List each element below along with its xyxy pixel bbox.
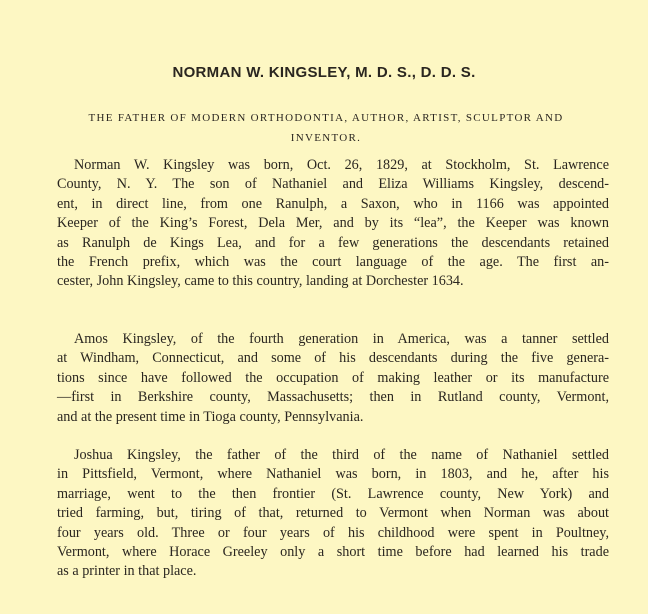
paragraph-line: tried farming, but, tiring of that, returned to Vermont when Norman was about: [57, 505, 609, 522]
subtitle-line: INVENTOR.: [290, 132, 362, 144]
paragraph-family-trade: [57, 330, 609, 427]
paragraph-line: Joshua Kingsley, the father of the third of the name of Nathaniel settled: [74, 447, 609, 463]
paragraph-line: four years old. Three or four years of his childhood were spent in Poultney,: [57, 524, 609, 541]
paragraph-birth-ancestry: [57, 156, 609, 292]
paragraph-line: as a printer in that place.: [57, 563, 197, 580]
paragraph-line: ent, in direct line, from one Ranulph, a Saxon, who in 1166 was appointed: [57, 195, 609, 212]
paragraph-line: in Pittsfield, Vermont, where Nathaniel was born, in 1803, and he, after his: [57, 466, 609, 483]
subtitle-line: THE FATHER OF MODERN ORTHODONTIA, AUTHOR, ARTIST, SCULPTOR AND: [88, 112, 564, 124]
page-subtitle: [30, 108, 622, 148]
paragraph-line: the French prefix, which was the court language of the age. The first an-: [57, 254, 609, 271]
paragraph-line: Vermont, where Horace Greeley only a short time before had learned his trade: [57, 544, 609, 561]
paragraph-line: Keeper of the King’s Forest, Dela Mer, and by its “lea”, the Keeper was known: [57, 215, 609, 232]
paragraph-line: cester, John Kingsley, came to this country, landing at Dorchester 1634.: [57, 273, 464, 290]
page-title: NORMAN W. KINGSLEY, M. D. S., D. D. S.: [172, 64, 476, 81]
paragraph-line: County, N. Y. The son of Nathaniel and Eliza Williams Kingsley, descend-: [57, 176, 609, 193]
paragraph-line: —first in Berkshire county, Massachusetts; then in Rutland county, Vermont,: [57, 389, 609, 406]
paragraph-line: tions since have followed the occupation of making leather or its manufacture: [57, 369, 609, 386]
paragraph-line: at Windham, Connecticut, and some of his descendants during the five genera-: [57, 350, 609, 367]
paragraph-line: Amos Kingsley, of the fourth generation in America, was a tanner settled: [74, 331, 609, 347]
paragraph-line: and at the present time in Tioga county, Pennsylvania.: [57, 408, 364, 425]
paragraph-childhood: [57, 446, 609, 582]
paragraph-line: marriage, went to the then frontier (St. Lawrence county, New York) and: [57, 485, 609, 502]
paragraph-line: Norman W. Kingsley was born, Oct. 26, 1829, at Stockholm, St. Lawrence: [74, 157, 609, 173]
paragraph-line: as Ranulph de Kings Lea, and for a few generations the descendants retained: [57, 234, 609, 251]
